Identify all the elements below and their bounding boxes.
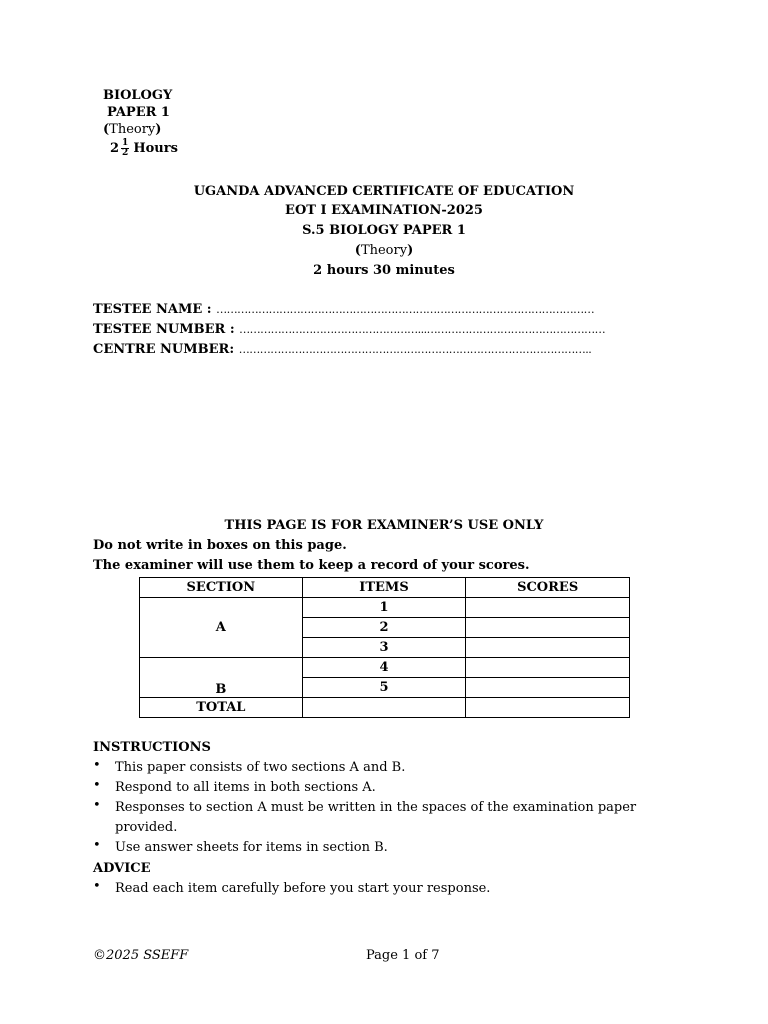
item-cell: 3: [302, 638, 466, 658]
paper-duration: 2 hours 30 minutes: [313, 263, 455, 278]
table-header-row: [140, 578, 630, 598]
exam-board-title: UGANDA ADVANCED CERTIFICATE OF EDUCATION: [193, 184, 575, 199]
paper-type: [103, 122, 161, 137]
total-items-cell: [302, 698, 466, 718]
paren-open: (: [103, 122, 110, 137]
testee-name-label: TESTEE NAME :: [93, 302, 212, 317]
instruction-item: [93, 758, 653, 778]
total-score-cell: [466, 698, 630, 718]
paren-close: ): [155, 122, 162, 137]
title-paren-close: ): [407, 243, 414, 258]
title-type-word: Theory: [360, 243, 408, 258]
examiner-note-1: Do not write in boxes on this page.: [93, 538, 347, 553]
instruction-item: [93, 798, 653, 838]
instruction-item: [93, 838, 653, 858]
instruction-text: Respond to all items in both sections A.: [115, 780, 376, 795]
testee-number-label: TESTEE NUMBER :: [93, 322, 235, 337]
instruction-item: [93, 778, 653, 798]
instructions-heading: INSTRUCTIONS: [93, 740, 211, 755]
table-row: [140, 658, 630, 678]
advice-item: [93, 879, 653, 899]
paper-type-word: Theory: [109, 122, 156, 137]
duration-numerator: 1: [122, 138, 129, 148]
testee-number-dots[interactable]: ……………………………………………...……………………………………………: [239, 323, 606, 336]
score-cell: [466, 598, 630, 618]
bullet-icon: •: [93, 778, 101, 793]
advice-heading: ADVICE: [93, 861, 151, 876]
table-row: [140, 598, 630, 618]
testee-name-field[interactable]: [93, 302, 594, 317]
header-items: ITEMS: [302, 578, 466, 598]
paper-label: PAPER 1: [107, 105, 170, 120]
paper-title: S.5 BIOLOGY PAPER 1: [302, 223, 466, 238]
score-table: [139, 577, 630, 718]
item-cell: 5: [302, 678, 466, 698]
centre-number-label: CENTRE NUMBER:: [93, 342, 235, 357]
paper-title-type: [0, 243, 768, 258]
total-label-cell: TOTAL: [140, 698, 303, 718]
table-total-row: [140, 698, 630, 718]
bullet-icon: •: [93, 758, 101, 773]
bullet-icon: •: [93, 838, 101, 853]
score-cell: [466, 678, 630, 698]
score-cell: [466, 618, 630, 638]
title-paren-open: (: [354, 243, 361, 258]
bullet-icon: •: [93, 798, 101, 813]
item-cell: 4: [302, 658, 466, 678]
section-b-cell: [140, 658, 303, 698]
header-scores: SCORES: [466, 578, 630, 598]
subject-label: BIOLOGY: [103, 88, 173, 103]
duration-denominator: 2: [122, 148, 129, 158]
footer-copyright: ©2025 SSEFF: [93, 948, 189, 963]
duration-label: [110, 139, 178, 158]
instruction-text: Responses to section A must be written in the spaces of the examination paper provided.: [115, 800, 637, 835]
testee-number-field[interactable]: [93, 322, 605, 337]
exam-name: EOT I EXAMINATION-2025: [285, 203, 483, 218]
duration-fraction: [121, 139, 129, 158]
instruction-text: This paper consists of two sections A and B.: [115, 760, 406, 775]
section-a-cell: A: [140, 598, 303, 658]
bullet-icon: •: [93, 879, 101, 894]
duration-whole: 2: [110, 141, 120, 156]
instruction-text: Use answer sheets for items in section B.: [115, 840, 388, 855]
section-b-label: B: [215, 682, 227, 697]
item-cell: 2: [302, 618, 466, 638]
duration-unit: Hours: [133, 141, 178, 156]
score-cell: [466, 638, 630, 658]
examiner-heading: THIS PAGE IS FOR EXAMINER’S USE ONLY: [224, 518, 544, 533]
advice-text: Read each item carefully before you start your response.: [115, 881, 491, 896]
item-cell: 1: [302, 598, 466, 618]
centre-number-dots[interactable]: ………………………………………………………………………………………..: [238, 343, 592, 356]
examiner-note-2: The examiner will use them to keep a record of your scores.: [93, 558, 530, 573]
header-section: SECTION: [140, 578, 303, 598]
score-cell: [466, 658, 630, 678]
footer-page-number: Page 1 of 7: [366, 948, 440, 963]
centre-number-field[interactable]: [93, 342, 591, 357]
testee-name-dots[interactable]: ………………………………………………………………………………………………: [216, 303, 595, 316]
